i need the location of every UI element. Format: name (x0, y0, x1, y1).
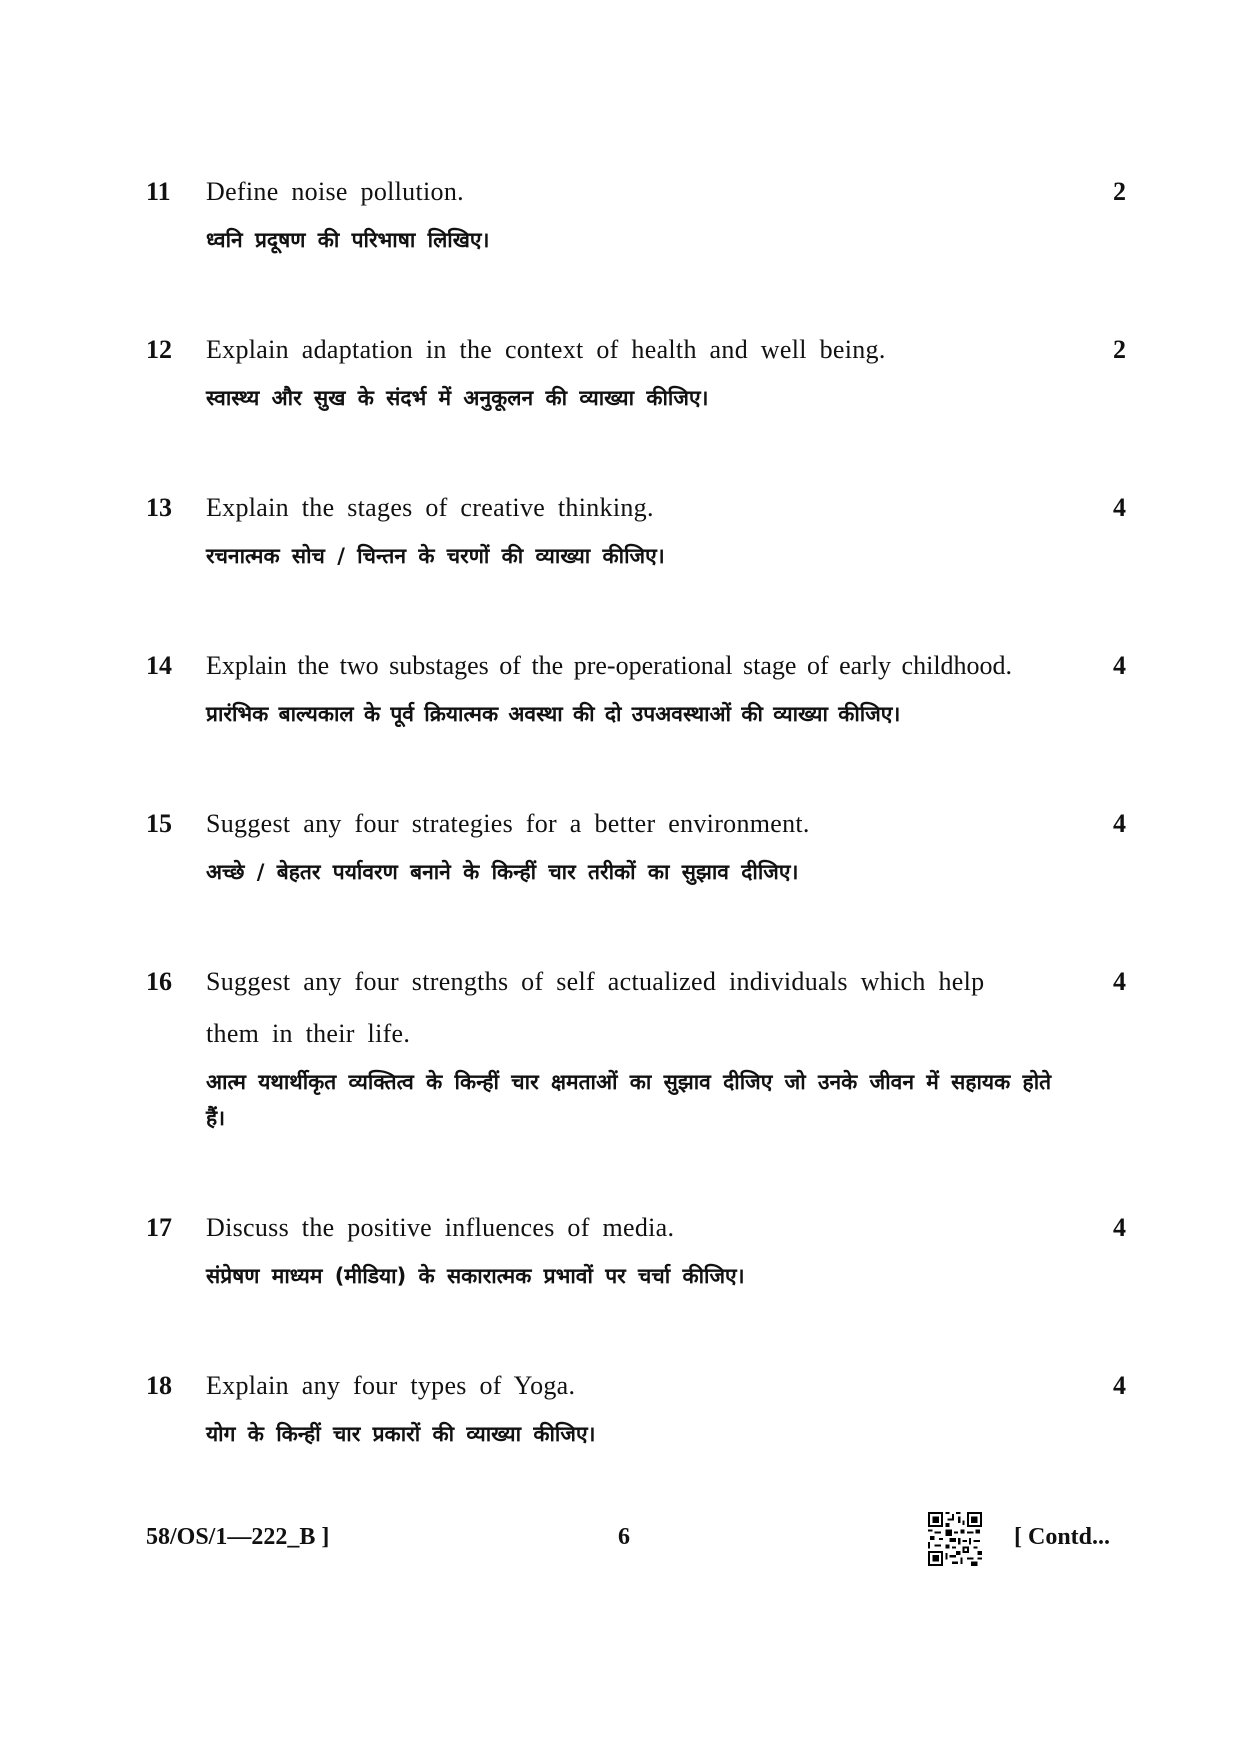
question-marks: 4 (1113, 967, 1126, 996)
question-text-english: Explain adaptation in the context of health and well being. (206, 335, 886, 364)
question-marks: 4 (1113, 493, 1126, 522)
question-text-hindi: अच्छे / बेहतर पर्यावरण बनाने के किन्हीं चार तरीकों का सुझाव दीजिए। (206, 860, 799, 884)
question-text-english: Explain any four types of Yoga. (206, 1371, 576, 1400)
question-marks: 2 (1113, 177, 1126, 206)
question-text-english: Explain the stages of creative thinking. (206, 493, 654, 522)
question-text-english: Define noise pollution. (206, 177, 464, 206)
question-number: 12 (146, 335, 172, 364)
question-text-hindi: योग के किन्हीं चार प्रकारों की व्याख्या कीजिए। (206, 1422, 596, 1446)
question-marks: 4 (1113, 651, 1126, 680)
question-number: 15 (146, 809, 172, 838)
question-text-english: Discuss the positive influences of media. (206, 1213, 675, 1242)
question-text-english: Explain the two substages of the pre-operational stage of early childhood. (206, 651, 1013, 680)
question-marks: 4 (1113, 1213, 1126, 1242)
question-text-english: Suggest any four strategies for a better environment. (206, 809, 810, 838)
question-marks: 4 (1113, 809, 1126, 838)
question-text-english: Suggest any four strengths of self actualized individuals which help them in their life. (206, 967, 985, 1048)
paper-code: 58/OS/1—222_B ] (146, 1524, 330, 1550)
question-number: 13 (146, 493, 172, 522)
question-number: 18 (146, 1371, 172, 1400)
question-marks: 2 (1113, 335, 1126, 364)
question-number: 16 (146, 967, 172, 996)
question-text-hindi: स्वास्थ्य और सुख के संदर्भ में अनुकूलन की व्याख्या कीजिए। (206, 386, 709, 410)
continued-label: [ Contd... (1014, 1524, 1111, 1550)
question-number: 14 (146, 651, 172, 680)
qr-code-icon (928, 1512, 982, 1566)
question-text-hindi: रचनात्मक सोच / चिन्तन के चरणों की व्याख्या कीजिए। (206, 544, 665, 568)
question-marks: 4 (1113, 1371, 1126, 1400)
question-text-hindi: संप्रेषण माध्यम (मीडिया) के सकारात्मक प्रभावों पर चर्चा कीजिए। (206, 1264, 745, 1288)
question-number: 11 (146, 177, 171, 206)
question-text-hindi: प्रारंभिक बाल्यकाल के पूर्व क्रियात्मक अवस्था की दो उपअवस्थाओं की व्याख्या कीजिए। (206, 702, 901, 726)
question-number: 17 (146, 1213, 172, 1242)
question-text-hindi: ध्वनि प्रदूषण की परिभाषा लिखिए। (206, 228, 490, 252)
question-text-hindi: आत्म यथार्थीकृत व्यक्तित्व के किन्हीं चार क्षमताओं का सुझाव दीजिए जो उनके जीवन में सहायक होते हैं। (206, 1070, 1052, 1130)
page-number: 6 (618, 1524, 630, 1550)
